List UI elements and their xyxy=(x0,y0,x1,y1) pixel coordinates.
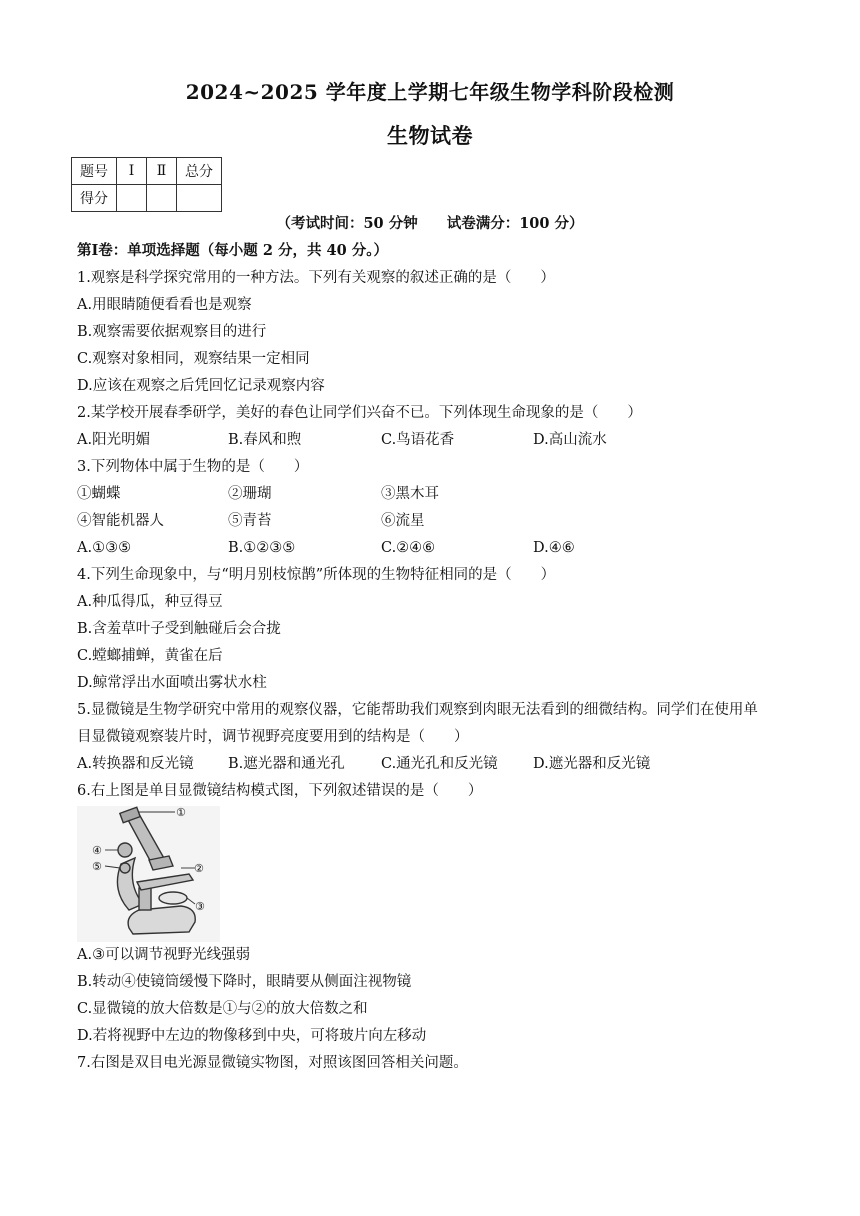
option-c: C.显微镜的放大倍数是①与②的放大倍数之和 xyxy=(77,1001,368,1017)
option-d: D.④⑥ xyxy=(533,540,575,556)
list-item: ④智能机器人 xyxy=(77,513,164,529)
score-input-cell[interactable] xyxy=(177,185,222,212)
option-a: A.转换器和反光镜 xyxy=(77,756,194,772)
exam-title: 2024~2025 学年度上学期七年级生物学科阶段检测 xyxy=(185,80,675,104)
option-b: B.含羞草叶子受到触碰后会合拢 xyxy=(77,621,281,637)
score-cell: 题号 xyxy=(72,158,117,185)
list-item: ③黑木耳 xyxy=(381,486,439,502)
score-table-header-row xyxy=(72,158,222,185)
stage-shape xyxy=(137,874,193,890)
option-a: A.用眼睛随便看看也是观察 xyxy=(77,297,252,313)
exam-subtitle: 生物试卷 xyxy=(387,123,473,148)
question-stem: 4.下列生命现象中，与“明月别枝惊鹊”所体现的生物特征相同的是（ ） xyxy=(77,567,556,583)
figure-label: ① xyxy=(176,806,186,819)
option-c: C.通光孔和反光镜 xyxy=(381,756,498,772)
score-table xyxy=(71,157,222,212)
option-b: B.观察需要依据观察目的进行 xyxy=(77,324,267,340)
option-d: D.高山流水 xyxy=(533,432,607,448)
score-input-cell[interactable] xyxy=(117,185,147,212)
question-stem: 3.下列物体中属于生物的是（ ） xyxy=(77,459,309,475)
option-d: D.遮光器和反光镜 xyxy=(533,756,651,772)
score-cell: 总分 xyxy=(177,158,222,185)
mirror-shape xyxy=(159,892,187,904)
options-row xyxy=(77,754,837,774)
score-cell: 得分 xyxy=(72,185,117,212)
list-item: ①蝴蝶 xyxy=(77,486,121,502)
base-shape xyxy=(128,906,195,934)
option-b: B.转动④使镜筒缓慢下降时，眼睛要从侧面注视物镜 xyxy=(77,974,412,990)
score-cell: Ⅰ xyxy=(117,158,147,185)
coarse-knob-shape xyxy=(118,843,132,857)
option-b: B.遮光器和通光孔 xyxy=(228,756,345,772)
question-stem: 6.右上图是单目显微镜结构模式图，下列叙述错误的是（ ） xyxy=(77,783,483,799)
question-stem-cont: 目显微镜观察装片时，调节视野亮度要用到的结构是（ ） xyxy=(77,729,469,745)
figure-label: ② xyxy=(194,862,204,875)
list-item: ②珊瑚 xyxy=(228,486,272,502)
score-input-cell[interactable] xyxy=(147,185,177,212)
option-c: C.观察对象相同，观察结果一定相同 xyxy=(77,351,310,367)
score-cell: Ⅱ xyxy=(147,158,177,185)
section-title: 第Ⅰ卷：单项选择题（每小题 2 分，共 40 分。） xyxy=(77,242,388,259)
option-b: B.①②③⑤ xyxy=(228,540,296,556)
fine-knob-shape xyxy=(120,863,130,873)
list-item: ⑥流星 xyxy=(381,513,425,529)
microscope-figure xyxy=(77,806,220,942)
option-c: C.鸟语花香 xyxy=(381,432,455,448)
figure-label: ⑤ xyxy=(92,860,102,873)
option-a: A.阳光明媚 xyxy=(77,432,151,448)
option-c: C.②④⑥ xyxy=(381,540,436,556)
options-row xyxy=(77,430,837,450)
microscope-diagram xyxy=(77,806,220,942)
figure-label: ④ xyxy=(92,844,102,857)
options-row xyxy=(77,538,837,558)
items-row xyxy=(77,511,837,531)
option-a: A.①③⑤ xyxy=(77,540,132,556)
items-row xyxy=(77,484,837,504)
option-d: D.鲸常浮出水面喷出雾状水柱 xyxy=(77,675,267,691)
option-a: A.③可以调节视野光线强弱 xyxy=(77,947,251,963)
figure-label: ③ xyxy=(195,900,205,913)
score-table-score-row xyxy=(72,185,222,212)
question-stem: 1.观察是科学探究常用的一种方法。下列有关观察的叙述正确的是（ ） xyxy=(77,270,555,286)
question-stem: 2.某学校开展春季研学，美好的春色让同学们兴奋不已。下列体现生命现象的是（ ） xyxy=(77,405,642,421)
question-stem: 5.显微镜是生物学研究中常用的观察仪器，它能帮助我们观察到肉眼无法看到的细微结构。同学们在使用单 xyxy=(77,702,758,718)
option-d: D.应该在观察之后凭回忆记录观察内容 xyxy=(77,378,325,394)
option-d: D.若将视野中左边的物像移到中央，可将玻片向左移动 xyxy=(77,1028,427,1044)
option-a: A.种瓜得瓜，种豆得豆 xyxy=(77,594,223,610)
option-c: C.螳螂捕蝉，黄雀在后 xyxy=(77,648,223,664)
option-b: B.春风和煦 xyxy=(228,432,302,448)
pillar-shape xyxy=(139,888,151,910)
question-stem: 7.右图是双目电光源显微镜实物图，对照该图回答相关问题。 xyxy=(77,1055,468,1071)
list-item: ⑤青苔 xyxy=(228,513,272,529)
exam-info: （考试时间：50 分钟 试卷满分：100 分） xyxy=(276,215,584,232)
